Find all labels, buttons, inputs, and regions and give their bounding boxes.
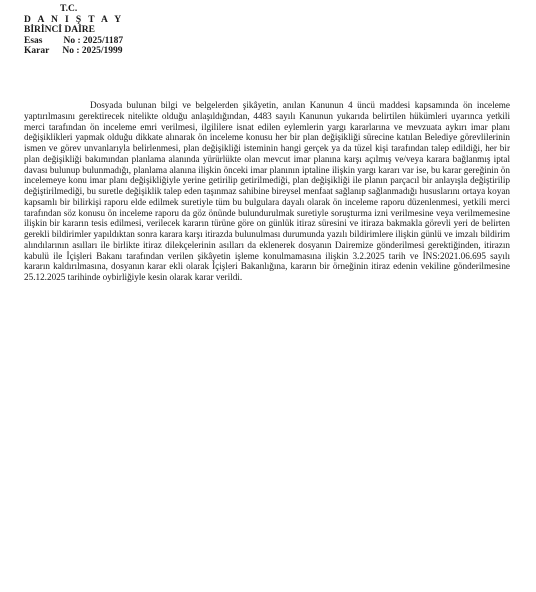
- esas-number: [24, 36, 123, 47]
- karar-value: No : 2025/1999: [62, 46, 123, 56]
- karar-number: [24, 46, 123, 57]
- karar-label: Karar: [24, 46, 50, 56]
- document-header: [24, 4, 123, 57]
- decision-paragraph: Dosyada bulunan bilgi ve belgelerden şikâyetin, anılan Kanunun 4 üncü maddesi kapsamında ön inceleme yaptırılmasını gerektirecek nitelikte olduğu anlaşıldığından, 4483 sayılı Kanunun yukarıda belirtilen hükümleri uyarınca yetkili merci tarafından ön inceleme emri verilmesi, ilgililere isnat edilen eylemlerin yargı kararlarına ve mevzuata aykırı imar planı değişiklikleri yapmak olduğu dikkate alınarak ön inceleme konusu her bir plan değişikliği sürecine katılan Belediye görevlilerinin ismen ve görev unvanlarıyla belirlenmesi, plan değişikliği isteminin hangi gerçek ya da tüzel kişi tarafından talep edildiği, her bir plan değişikliği bakımından planlama alanında yürürlükte olan mevcut imar planına karşı açılmış ve/veya karara bağlanmış iptal davası bulunup bulunmadığı, planlama alanına ilişkin önceki imar planının iptaline ilişkin yargı kararı var ise, bu karar gereğinin ön incelemeye konu imar planı değişikliğiyle yerine getirilip getirilmediği, plan değişikliği ile planın parçacıl bir anlayışla değiştirilip değiştirilmediği, bu suretle değişiklik talep eden taşınmaz sahibine bireysel menfaat sağlanıp sağlanmadığı hususlarını ortaya koyan kapsamlı bir bilirkişi raporu elde edilmek suretiyle tüm bu bulgulara dayalı olarak ön inceleme raporu düzenlenmesi, yetkili merci tarafından söz konusu ön inceleme raporu da göz önünde bulundurulmak suretiyle soruşturma izni verilmesine veya verilmemesine ilişkin bir kararın tesis edilmesi, verilecek kararın türüne göre on günlük itiraz süresini ve itiraza bakmakla görevli yeri de belirten gerekli bildirimler yapıldıktan sonra karara karşı itirazda bulunulması durumunda yazılı bildirimlere ilişkin günlü ve imzalı bildirim alındılarının asılları ile birlikte itiraz dilekçelerinin asılları da eklenerek dosyanın Dairemize gönderilmesi gerektiğinden, itirazın kabulü ile İçişleri Bakanı tarafından verilen şikâyetin işleme konulmamasına ilişkin 3.2.2025 tarih ve İNS:2021.06.695 sayılı kararın kaldırılmasına, dosyanın karar ekli olarak İçişleri Bakanlığına, kararın bir örneğinin itiraz edenin vekiline gönderilmesine 25.12.2025 tarihinde oybirliğiyle kesin olarak karar verildi.: [24, 100, 510, 282]
- tc-label: T.C.: [60, 4, 78, 14]
- esas-label: Esas: [24, 35, 43, 46]
- court-name: D A N I Ş T A Y: [24, 14, 124, 25]
- chamber-name: BİRİNCİ DAİRE: [24, 25, 95, 35]
- esas-value: No : 2025/1187: [63, 35, 124, 46]
